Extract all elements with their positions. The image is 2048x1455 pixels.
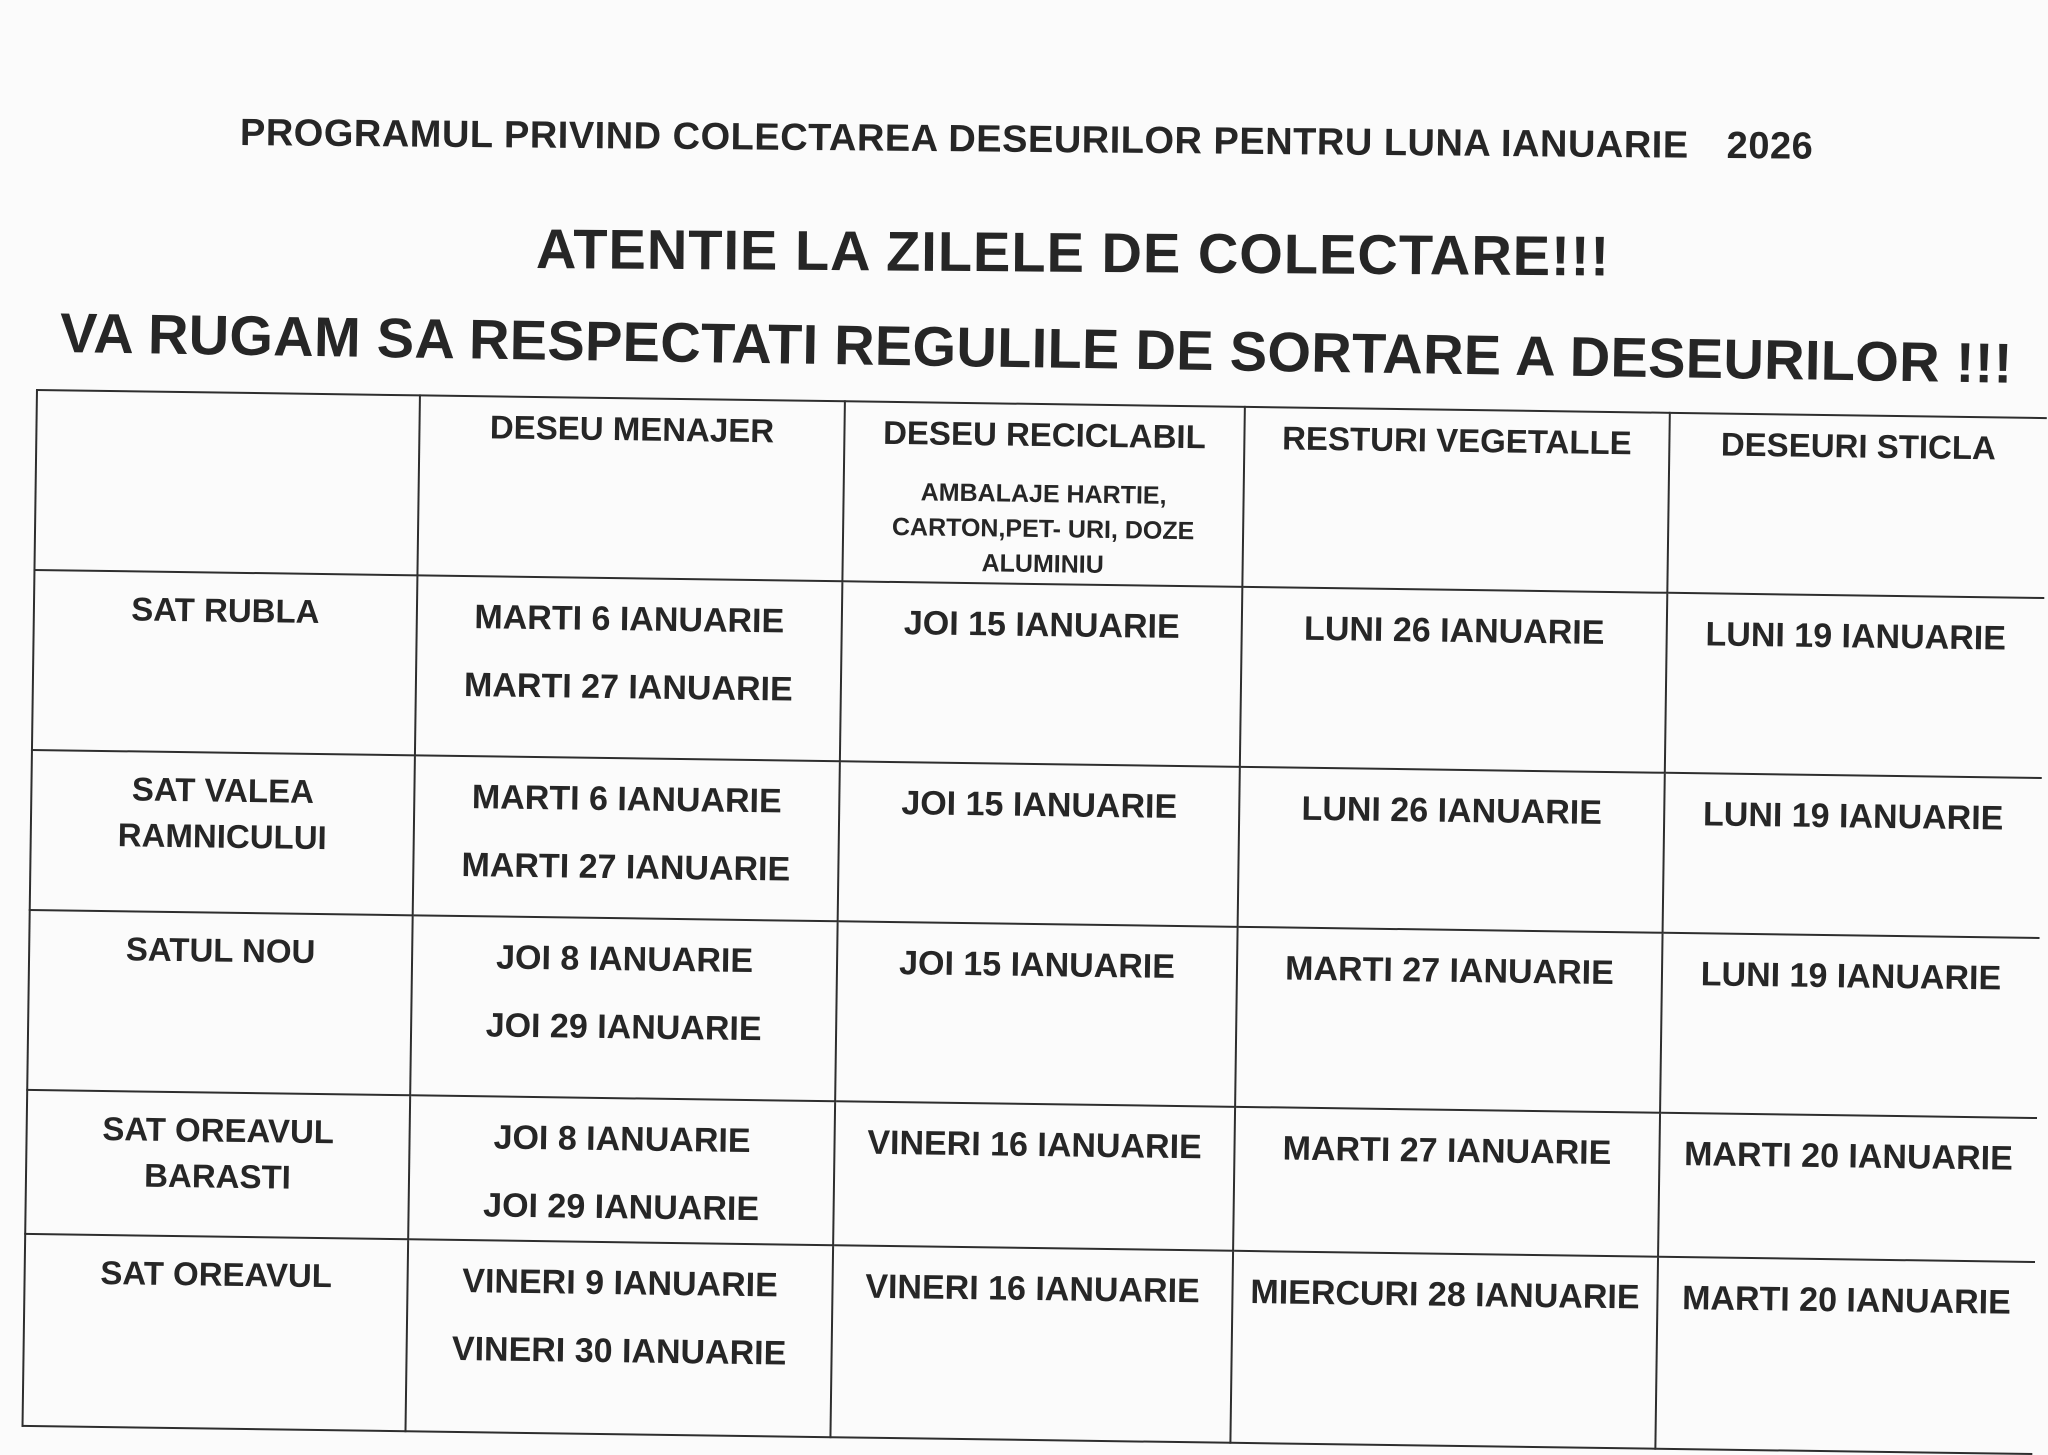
vegetale-date: MIERCURI 28 IANUARIE xyxy=(1230,1251,1658,1449)
collection-schedule-table xyxy=(22,389,2047,1455)
menajer-date: JOI 8 IANUARIE xyxy=(495,938,754,981)
village-name: SAT VALEA RAMNICULUI xyxy=(30,750,415,915)
menajer-date: MARTI 27 IANUARIE xyxy=(461,845,791,889)
table-row xyxy=(25,1090,2037,1262)
vegetale-header-label: RESTURI VEGETALLE xyxy=(1281,419,1632,462)
table-row xyxy=(32,570,2044,778)
sorting-rules-warning: VA RUGAM SA RESPECTATI REGULILE DE SORTARE A DESEURILOR !!! xyxy=(59,301,2014,395)
menajer-header-label: DESEU MENAJER xyxy=(489,408,775,450)
reciclabil-date: VINERI 16 IANUARIE xyxy=(830,1245,1233,1443)
menajer-column-header xyxy=(417,395,844,581)
menajer-dates xyxy=(413,755,840,921)
collection-days-warning: ATENTIE LA ZILELE DE COLECTARE!!! xyxy=(535,217,1611,288)
menajer-date: VINERI 9 IANUARIE xyxy=(462,1262,779,1305)
reciclabil-date: JOI 15 IANUARIE xyxy=(835,921,1237,1107)
reciclabil-column-header xyxy=(842,401,1244,587)
menajer-dates xyxy=(415,575,842,761)
reciclabil-header-label: DESEU RECICLABIL xyxy=(882,413,1207,456)
table-row xyxy=(27,910,2039,1118)
sticla-header-label: DESEURI STICLA xyxy=(1720,425,1997,467)
menajer-date: MARTI 6 IANUARIE xyxy=(474,598,785,641)
sticla-date: LUNI 19 IANUARIE xyxy=(1663,773,2042,938)
village-name: SATUL NOU xyxy=(27,910,412,1095)
vegetale-date: MARTI 27 IANUARIE xyxy=(1233,1107,1660,1257)
schedule-sheet xyxy=(22,389,2046,1447)
sticla-date: LUNI 19 IANUARIE xyxy=(1665,593,2044,778)
reciclabil-header-note: AMBALAJE HARTIE, CARTON,PET- URI, DOZE ALUMINIU xyxy=(891,478,1195,579)
village-name: SAT OREAVUL BARASTI xyxy=(25,1090,410,1239)
village-column-header xyxy=(34,390,419,575)
village-name: SAT RUBLA xyxy=(32,570,417,755)
menajer-dates xyxy=(408,1095,835,1245)
reciclabil-date: JOI 15 IANUARIE xyxy=(840,581,1242,767)
title-text: PROGRAMUL PRIVIND COLECTAREA DESEURILOR PENTRU LUNA IANUARIE xyxy=(239,112,1689,167)
sticla-date: MARTI 20 IANUARIE xyxy=(1658,1113,2037,1262)
menajer-date: MARTI 27 IANUARIE xyxy=(463,666,793,709)
menajer-date: JOI 29 IANUARIE xyxy=(482,1186,760,1229)
menajer-date: VINERI 30 IANUARIE xyxy=(451,1329,787,1373)
village-name: SAT OREAVUL xyxy=(23,1234,409,1431)
table-row xyxy=(30,750,2042,938)
reciclabil-date: JOI 15 IANUARIE xyxy=(838,761,1240,927)
vegetale-column-header xyxy=(1242,407,1669,593)
vegetale-date: LUNI 26 IANUARIE xyxy=(1238,767,1665,933)
menajer-date: JOI 29 IANUARIE xyxy=(485,1006,762,1049)
sticla-date: LUNI 19 IANUARIE xyxy=(1660,933,2039,1118)
menajer-dates xyxy=(405,1239,833,1437)
menajer-dates xyxy=(410,915,837,1101)
table-header-row xyxy=(34,390,2046,598)
sticla-date: MARTI 20 IANUARIE xyxy=(1655,1257,2035,1454)
title-year: 2026 xyxy=(1726,124,1814,168)
reciclabil-date: VINERI 16 IANUARIE xyxy=(833,1101,1235,1251)
vegetale-date: LUNI 26 IANUARIE xyxy=(1240,587,1667,773)
vegetale-date: MARTI 27 IANUARIE xyxy=(1235,927,1662,1113)
menajer-date: JOI 8 IANUARIE xyxy=(493,1118,751,1161)
sticla-column-header xyxy=(1667,413,2046,598)
table-row xyxy=(23,1234,2035,1454)
menajer-date: MARTI 6 IANUARIE xyxy=(471,778,782,821)
document-title xyxy=(240,112,1814,169)
